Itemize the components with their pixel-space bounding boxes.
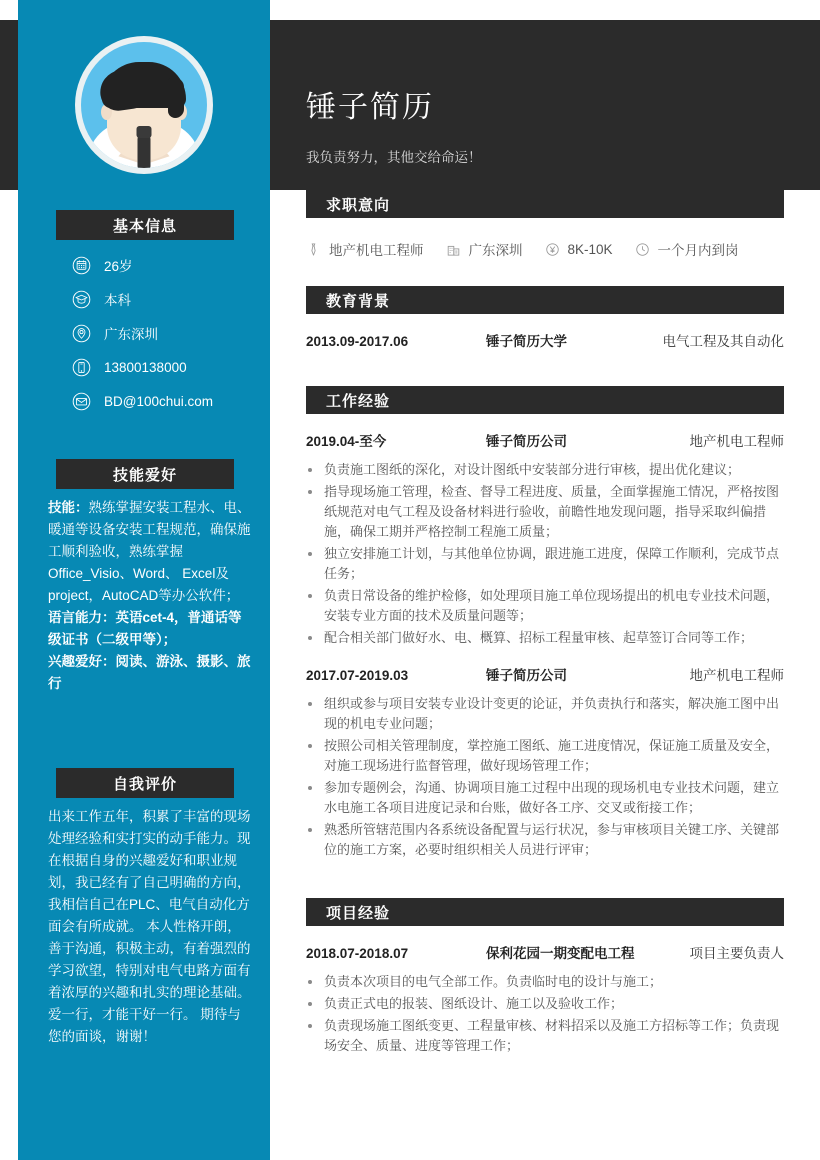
work-bullets [306,694,784,860]
info-row-email [72,384,272,418]
sidebar-heading-basic-info: 基本信息 [56,210,234,240]
work-date: 2017.07-2019.03 [306,668,409,683]
work-entry-header [306,430,784,450]
project-bullets [306,972,784,1056]
work-entry-header [306,664,784,684]
project-date: 2018.07-2018.07 [306,946,409,961]
list-item: 按照公司相关管理制度，掌控施工图纸、施工进度情况，保证施工质量及安全，对施工现场进行监督管理，做好现场管理工作； [306,736,784,776]
intent-item-availability [635,239,739,259]
sidebar-heading-self-evaluation: 自我评价 [56,768,234,798]
resume-header [270,20,820,190]
work-role: 地产机电工程师 [689,434,784,449]
info-value-age: 26岁 [104,259,133,274]
info-row-location [72,316,272,350]
info-row-phone [72,350,272,384]
page-subtitle: 我负责努力，其他交给命运！ [306,150,482,165]
skills-label: 技能： [48,500,89,515]
info-row-age [72,248,272,282]
envelope-icon [72,392,91,411]
list-item: 参加专题例会，沟通、协调项目施工过程中出现的现场机电专业技术问题，建立水电施工各项目进度记录和台账，做好各工序、交叉或衔接工作； [306,778,784,818]
work-role: 地产机电工程师 [689,668,784,683]
skills-hobby-line: 兴趣爱好：阅读、游泳、摄影、旅行 [48,654,251,691]
info-value-location: 广东深圳 [104,327,158,342]
work-company: 锤子简历公司 [486,434,567,449]
education-date: 2013.09-2017.06 [306,334,409,349]
sidebar-heading-skills: 技能爱好 [56,459,234,489]
project-name: 保利花园一期变配电工程 [486,946,635,961]
avatar-photo [81,42,207,168]
sidebar [18,0,270,1160]
basic-info-list [72,248,272,418]
list-item: 负责本次项目的电气全部工作。负责临时电的设计与施工； [306,972,784,992]
info-value-phone: 13800138000 [104,359,187,375]
education-school: 锤子简历大学 [486,334,567,349]
list-item: 配合相关部门做好水、电、概算、招标工程量审核、起草签订合同等工作； [306,628,784,648]
intent-value-city: 广东深圳 [468,243,523,258]
section-heading-job-intention: 求职意向 [306,190,784,218]
list-item: 负责现场施工图纸变更、工程量审核、材料招采以及施工方招标等工作；负责现场安全、质量、进度等管理工作； [306,1016,784,1056]
list-item: 负责正式电的报装、图纸设计、施工以及验收工作； [306,994,784,1014]
info-value-education: 本科 [104,293,131,308]
education-major: 电气工程及其自动化 [662,334,784,349]
work-company: 锤子简历公司 [486,668,567,683]
skills-text: 熟练掌握安装工程水、电、暖通等设备安装工程规范，确保施工顺利验收，熟练掌握Office_Visio、Word、 Excel及project，AutoCAD等办公软件； [48,500,251,603]
self-evaluation-body: 出来工作五年，积累了丰富的现场处理经验和实打实的动手能力。现在根据自身的兴趣爱好和职业规划，我已经有了自己明确的方向，我相信自己在PLC、电气自动化方面会有所成就。 本人性格开朗，善于沟通，积极主动，有着强烈的学习欲望，特别对电气电路方面有着浓厚的兴趣和扎实的理论基础。爱一行，才能干好一行。 期待与您的面谈，谢谢！ [48,809,251,1044]
intent-item-position [306,239,424,259]
location-pin-icon [72,324,91,343]
page-title: 锤子简历 [306,91,434,124]
section-heading-project: 项目经验 [306,898,784,926]
section-heading-work: 工作经验 [306,386,784,414]
graduation-cap-icon [72,290,91,309]
skills-language-line: 语言能力：英语cet-4，普通话等级证书（二级甲等）； [48,610,242,647]
list-item: 组织或参与项目安装专业设计变更的论证，并负责执行和落实，解决施工图中出现的机电专业问题； [306,694,784,734]
building-icon [446,242,461,257]
calendar-icon [72,256,91,275]
avatar [75,36,213,174]
skills-body [48,497,254,695]
intent-value-position: 地产机电工程师 [329,243,424,258]
project-role: 项目主要负责人 [689,946,784,961]
clock-icon [635,242,650,257]
project-entry-header [306,942,784,962]
list-item: 负责施工图纸的深化，对设计图纸中安装部分进行审核，提出优化建议； [306,460,784,480]
list-item: 指导现场施工管理，检查、督导工程进度、质量，全面掌握施工情况，严格按图纸规范对电气工程及设备材料进行验收，前瞻性地发现问题，指导采取纠偏措施，确保工期并严格控制工程施工质量； [306,482,784,542]
avatar-hair-side [168,78,184,118]
tie-icon [306,242,321,257]
section-heading-education: 教育背景 [306,286,784,314]
info-row-education [72,282,272,316]
yen-icon [545,242,560,257]
phone-icon [72,358,91,377]
info-value-email: BD@100chui.com [104,393,214,409]
intent-value-salary: 8K-10K [567,241,613,257]
work-date: 2019.04-至今 [306,434,387,449]
intent-item-salary [545,242,613,257]
list-item: 负责日常设备的维护检修，如处理项目施工单位现场提出的机电专业技术问题，安装专业方面的技术及质量问题等； [306,586,784,626]
avatar-tie-knot [137,126,152,138]
intent-item-city [446,239,523,259]
main-content [270,190,820,1058]
intent-value-availability: 一个月内到岗 [657,243,739,258]
job-intention-row [306,236,784,262]
avatar-tie [138,136,151,168]
work-bullets [306,460,784,648]
education-entry [306,330,784,350]
list-item: 熟悉所管辖范围内各系统设备配置与运行状况，参与审核项目关键工序、关键部位的施工方案，必要时组织相关人员进行评审； [306,820,784,860]
list-item: 独立安排施工计划，与其他单位协调，跟进施工进度，保障工作顺利，完成节点任务； [306,544,784,584]
